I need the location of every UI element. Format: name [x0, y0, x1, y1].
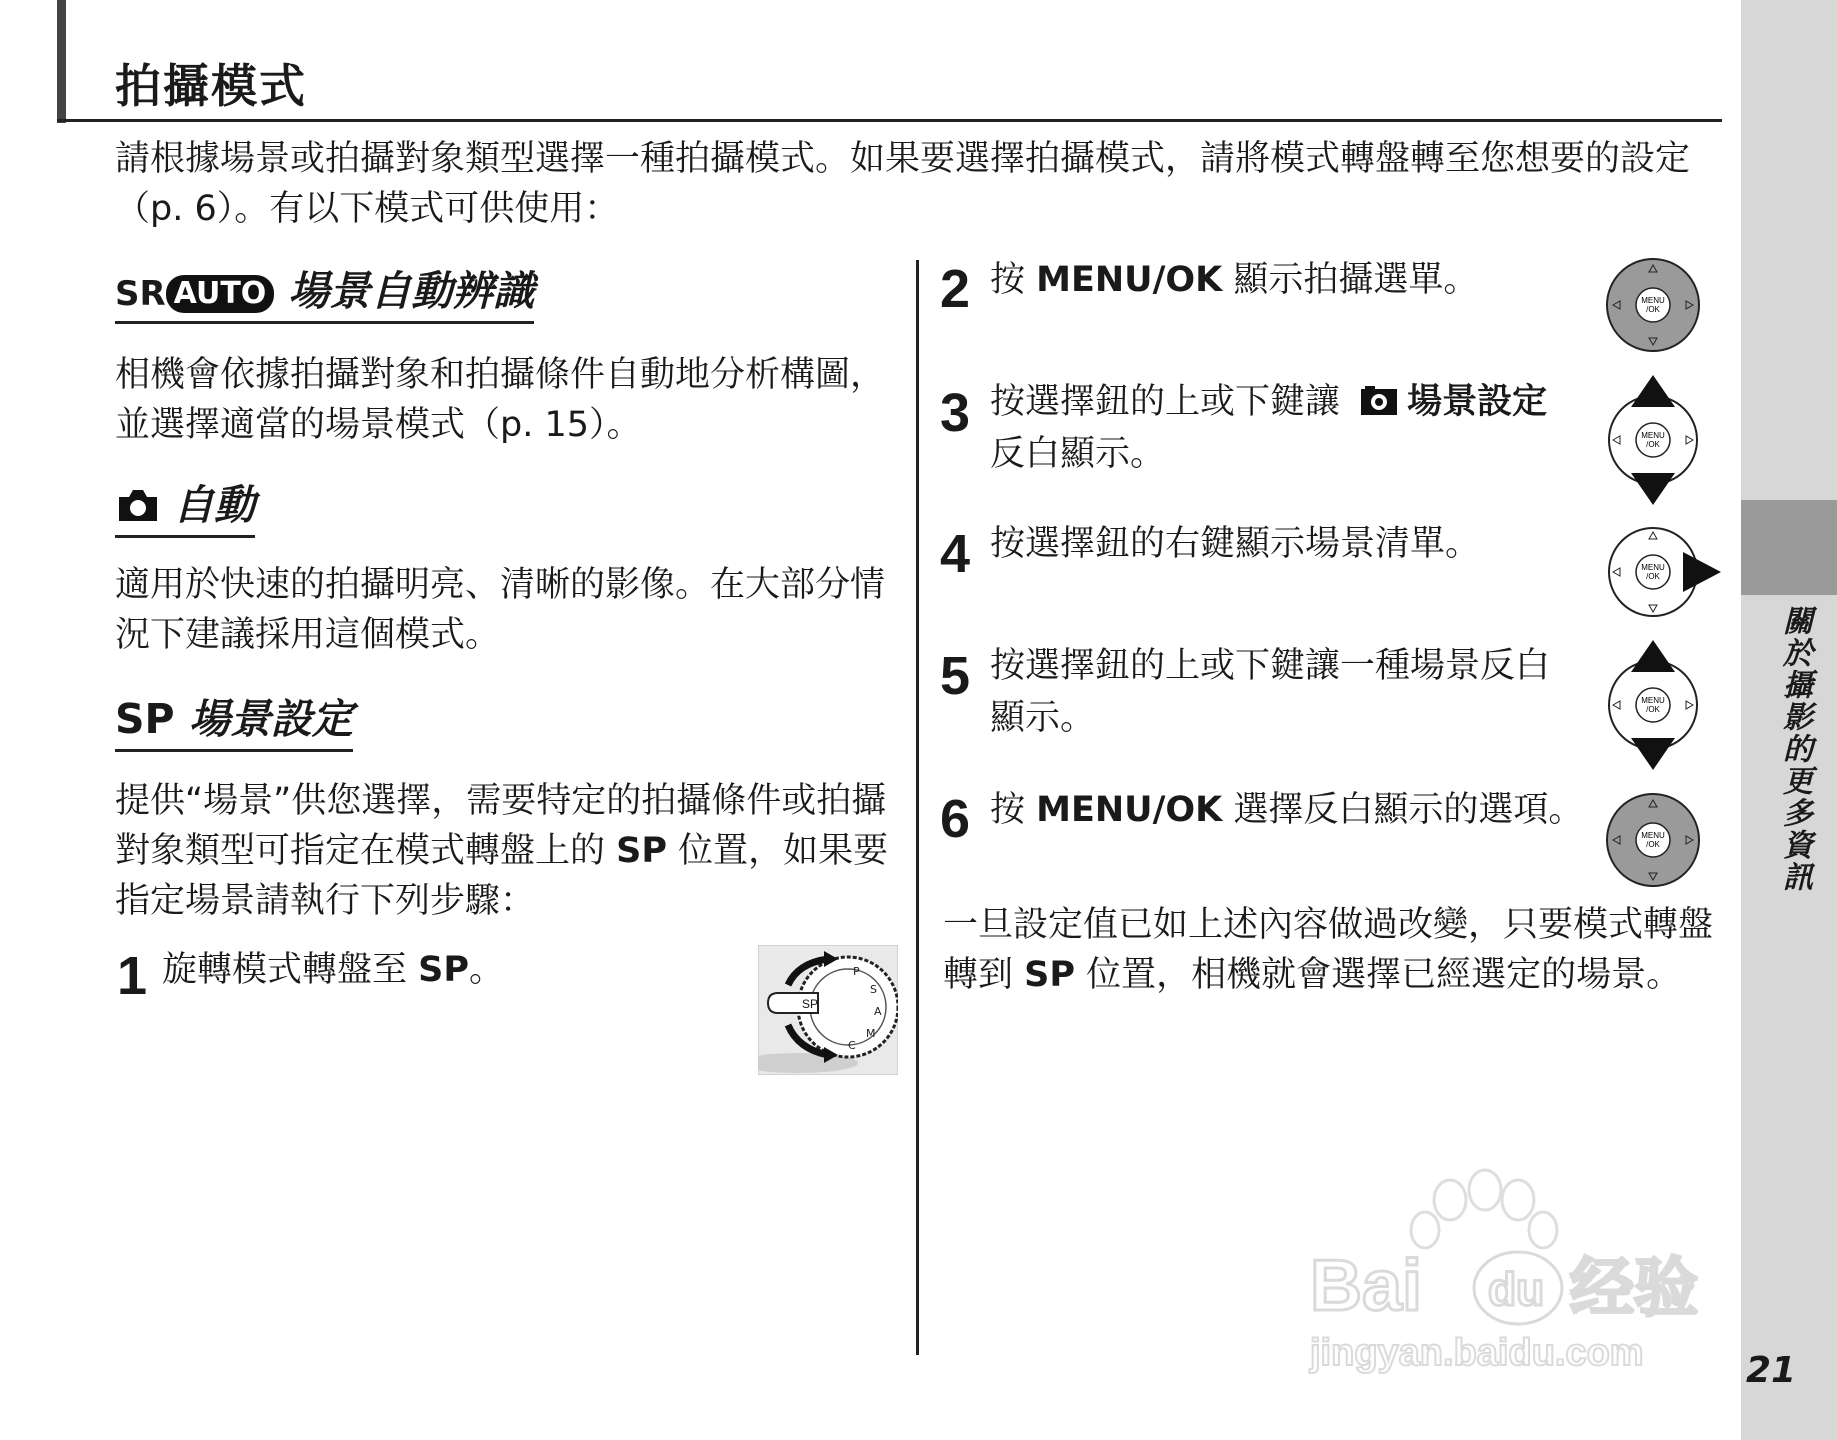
step-6-number: 6: [940, 789, 971, 849]
auto-badge: AUTO: [166, 275, 275, 313]
svg-text:jingyan.baidu.com: jingyan.baidu.com: [1310, 1332, 1644, 1374]
selector-button-icon-step2: [1603, 255, 1703, 355]
svg-text:/OK: /OK: [1646, 572, 1660, 581]
heading-auto: [115, 472, 255, 538]
page-number: 21: [1746, 1350, 1797, 1391]
heading-sp: [115, 686, 353, 752]
svg-text:经验: 经验: [1570, 1252, 1698, 1324]
step-5-number: 5: [940, 646, 971, 706]
svg-text:S: S: [870, 983, 877, 996]
heading-auto-label: 自動: [173, 481, 255, 529]
svg-text:SP: SP: [802, 997, 819, 1011]
heading-sp-label: 場景設定: [188, 695, 353, 743]
page-title: 拍攝模式: [115, 59, 307, 113]
svg-text:MENU: MENU: [1641, 431, 1665, 440]
svg-text:du: du: [1488, 1263, 1545, 1315]
svg-text:/OK: /OK: [1646, 305, 1660, 314]
svg-text:/OK: /OK: [1646, 705, 1660, 714]
svg-text:A: A: [874, 1005, 882, 1018]
side-index-tab: [1741, 500, 1837, 595]
svg-text:/OK: /OK: [1646, 840, 1660, 849]
svg-text:M: M: [866, 1027, 876, 1040]
scene-camera-icon: [1359, 385, 1399, 417]
sp-tag: SP: [115, 695, 175, 743]
step-1-number: 1: [117, 946, 148, 1006]
sp-inline-bold: SP: [616, 831, 667, 871]
title-rule: [57, 119, 1722, 122]
step-3-number: 3: [940, 383, 971, 443]
intro-paragraph: 請根據場景或拍攝對象類型選擇一種拍攝模式。如果要選擇拍攝模式，請將模式轉盤轉至您想要的設定（p. 6）。有以下模式可供使用：: [115, 139, 1691, 229]
title-accent-bar: [57, 0, 66, 123]
step-1-text: 旋轉模式轉盤至 SP。: [162, 950, 505, 990]
step-3-text: 按選擇鈕的上或下鍵讓 場景設定反白顯示。: [990, 382, 1548, 474]
step-4-number: 4: [940, 524, 971, 584]
svg-text:MENU: MENU: [1641, 696, 1665, 705]
sr-tag: SR: [115, 274, 166, 314]
svg-text:MENU: MENU: [1641, 831, 1665, 840]
svg-text:Bai: Bai: [1310, 1246, 1423, 1326]
svg-text:MENU: MENU: [1641, 296, 1665, 305]
step-2-text: 按 MENU/OK 顯示拍攝選單。: [990, 260, 1479, 300]
baidu-jingyan-watermark: [1300, 1160, 1730, 1380]
mode-dial-illustration: [758, 945, 898, 1075]
closing-sp-bold: SP: [1024, 955, 1075, 995]
svg-text:MENU: MENU: [1641, 563, 1665, 572]
step-5-text: 按選擇鈕的上或下鍵讓一種場景反白顯示。: [990, 646, 1551, 738]
sp-description: 提供“場景”供您選擇，需要特定的拍攝條件或拍攝對象類型可指定在模式轉盤上的 SP 位置，如果要指定場景請執行下列步驟：: [115, 781, 889, 921]
svg-text:C: C: [848, 1039, 856, 1052]
svg-text:P: P: [853, 965, 860, 978]
sr-auto-description: 相機會依據拍攝對象和拍攝條件自動地分析構圖，並選擇適當的場景模式（p. 15）。: [115, 355, 886, 445]
side-chapter-label: 關於攝影的更多資訊: [1777, 605, 1812, 893]
auto-description: 適用於快速的拍攝明亮、清晰的影像。在大部分情況下建議採用這個模式。: [115, 565, 886, 655]
svg-text:/OK: /OK: [1646, 440, 1660, 449]
step-2-number: 2: [940, 259, 971, 319]
closing-paragraph: 一旦設定值已如上述內容做過改變，只要模式轉盤轉到 SP 位置，相機就會選擇已經選定的場景。: [943, 905, 1714, 995]
step-4-text: 按選擇鈕的右鍵顯示場景清單。: [990, 524, 1481, 564]
selector-button-icon-step3: [1603, 375, 1703, 505]
selector-button-icon-step5: [1603, 640, 1703, 770]
camera-icon: [115, 487, 161, 523]
selector-button-icon-step6: [1603, 790, 1703, 890]
step-6-text: 按 MENU/OK 選擇反白顯示的選項。: [990, 790, 1584, 830]
column-divider: [916, 260, 919, 1355]
heading-sr-auto: [115, 258, 534, 324]
selector-button-icon-step4: [1603, 522, 1733, 622]
heading-sr-auto-label: 場景自動辨識: [288, 267, 535, 315]
